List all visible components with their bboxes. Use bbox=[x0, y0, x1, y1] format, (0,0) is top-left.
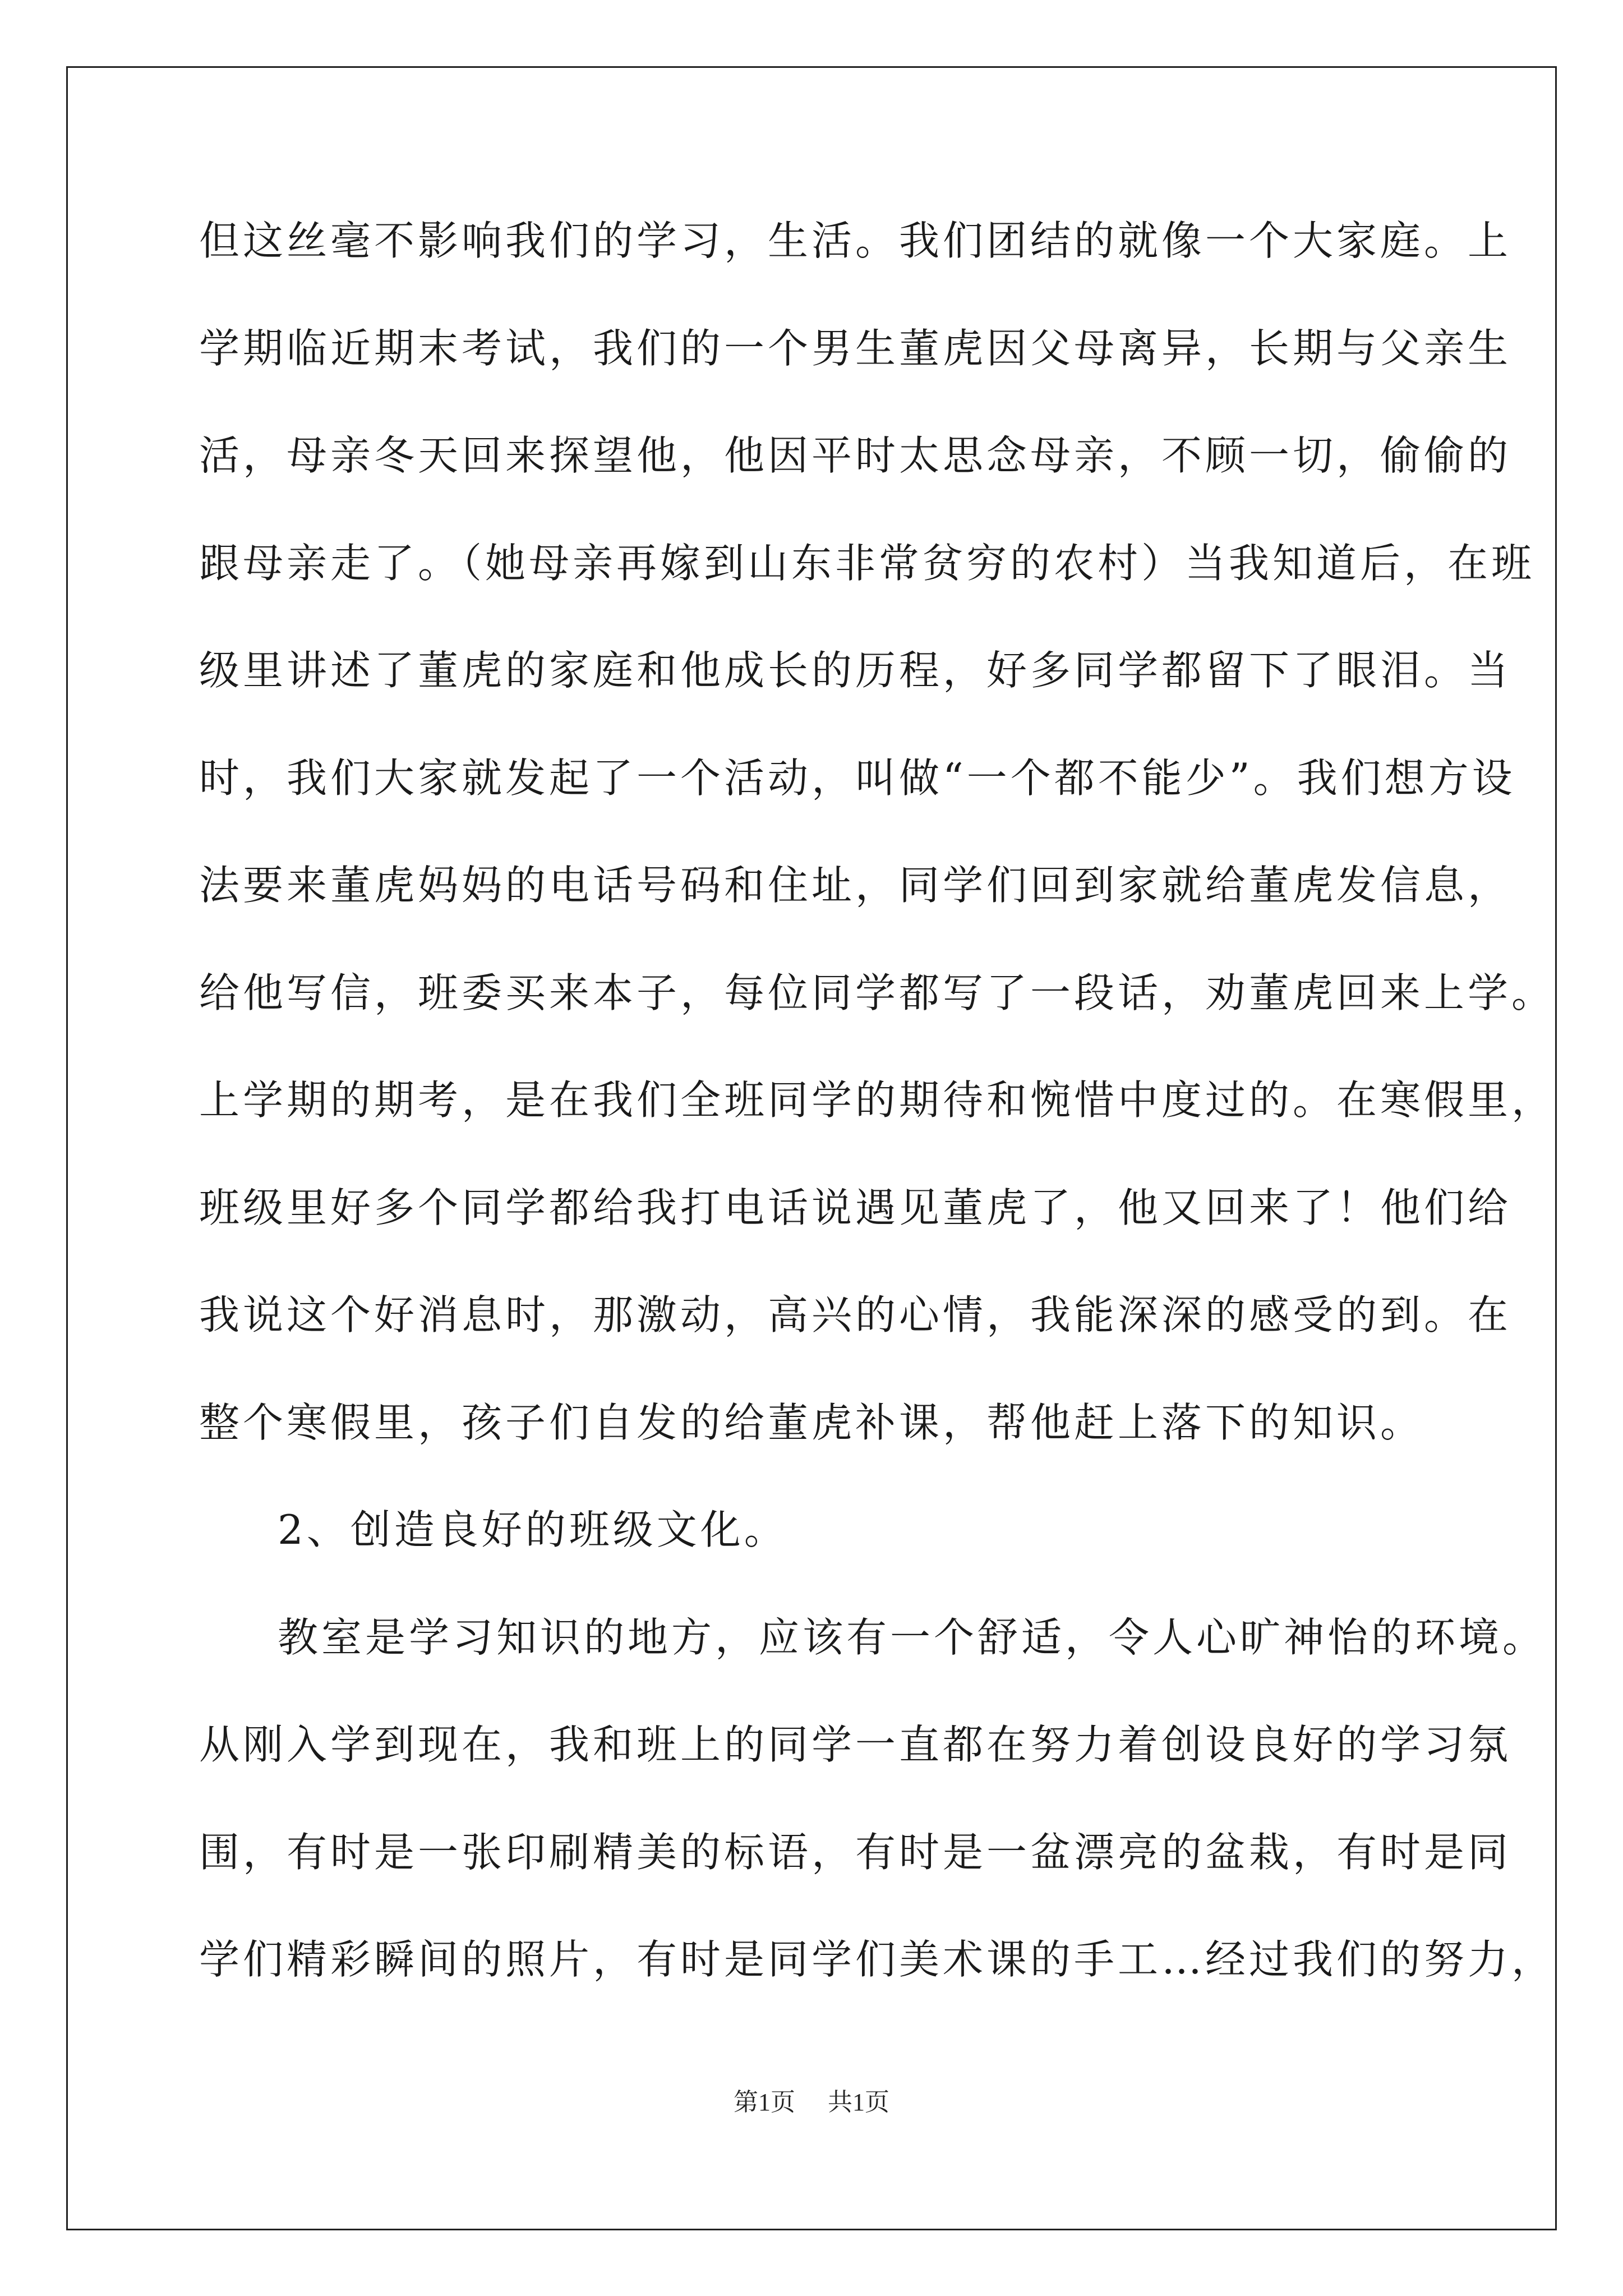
body-line: 但这丝毫不影响我们的学习，生活。我们团结的就像一个大家庭。上 bbox=[199, 217, 1512, 264]
body-line: 学们精彩瞬间的照片，有时是同学们美术课的手工…经过我们的努力， bbox=[199, 1936, 1556, 1983]
document-body bbox=[199, 210, 1556, 2036]
body-line: 给他写信，班委买来本子，每位同学都写了一段话，劝董虎回来上学。 bbox=[199, 969, 1556, 1016]
body-line: 班级里好多个同学都给我打电话说遇见董虎了，他又回来了！他们给 bbox=[199, 1184, 1512, 1231]
section-heading: 2、创造良好的班级文化。 bbox=[278, 1506, 788, 1553]
body-line: 上学期的期考，是在我们全班同学的期待和惋惜中度过的。在寒假里， bbox=[199, 1076, 1556, 1124]
page-footer bbox=[0, 2086, 1623, 2119]
body-line: 跟母亲走了。（她母亲再嫁到山东非常贫穷的农村）当我知道后，在班 bbox=[199, 539, 1536, 587]
body-line: 学期临近期末考试，我们的一个男生董虎因父母离异，长期与父亲生 bbox=[199, 324, 1512, 372]
body-line: 教室是学习知识的地方，应该有一个舒适，令人心旷神怡的环境。 bbox=[278, 1613, 1547, 1661]
body-line: 级里讲述了董虎的家庭和他成长的历程，好多同学都留下了眼泪。当 bbox=[199, 647, 1512, 694]
body-line: 围，有时是一张印刷精美的标语，有时是一盆漂亮的盆栽，有时是同 bbox=[199, 1828, 1512, 1876]
body-line: 活，母亲冬天回来探望他，他因平时太思念母亲，不顾一切，偷偷的 bbox=[199, 432, 1512, 479]
page-total: 共1页 bbox=[828, 2088, 889, 2116]
body-line: 整个寒假里，孩子们自发的给董虎补课，帮他赶上落下的知识。 bbox=[199, 1398, 1424, 1446]
body-line: 时，我们大家就发起了一个活动，叫做“一个都不能少”。我们想方设 bbox=[199, 754, 1516, 802]
body-line: 从刚入学到现在，我和班上的同学一直都在努力着创设良好的学习氛 bbox=[199, 1721, 1512, 1768]
page-number: 第1页 bbox=[734, 2088, 795, 2116]
body-line: 法要来董虎妈妈的电话号码和住址，同学们回到家就给董虎发信息， bbox=[199, 862, 1512, 909]
body-line: 我说这个好消息时，那激动，高兴的心情，我能深深的感受的到。在 bbox=[199, 1291, 1512, 1338]
